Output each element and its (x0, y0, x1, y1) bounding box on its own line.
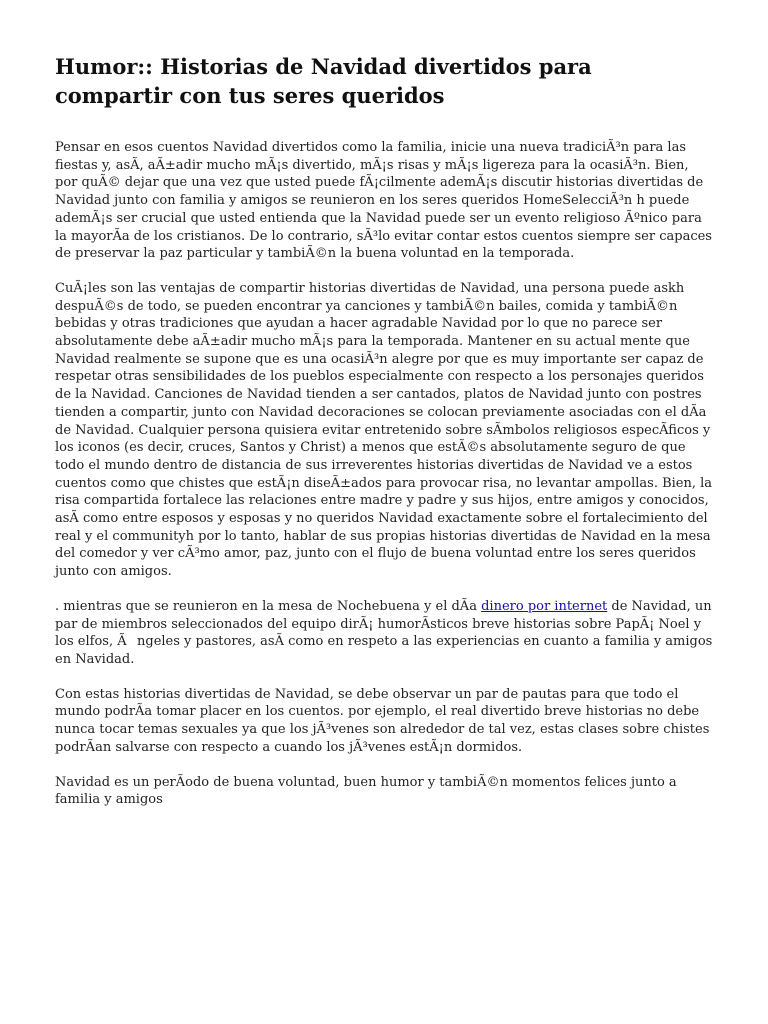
paragraph-2: CuÃ¡les son las ventajas de compartir historias divertidas de Navidad, una persona puede askh despuÃ©s de todo, se pueden encontrar ya canciones y tambiÃ©n bailes, comida y tambiÃ©n bebidas y otras tradiciones que ayudan a hacer agradable Navidad por lo que no parece ser absolutamente debe aÃ±adir mucho mÃ¡s para la temporada. Mantener en su actual mente que Navidad realmente se supone que es una ocasiÃ³n alegre por que es muy importante ser capaz de respetar otras sensibilidades de los pueblos especialmente con respecto a los personajes queridos de la Navidad. Canciones de Navidad tienden a ser cantados, platos de Navidad junto con postres tienden a compartir, junto con Navidad decoraciones se colocan previamente asociadas con el dÃa de Navidad. Cualquier persona quisiera evitar entretenido sobre sÃmbolos religiosos especÃficos y los iconos (es decir, cruces, Santos y Christ) a menos que estÃ©s absolutamente seguro de que todo el mundo dentro de distancia de sus irreverentes historias divertidas de Navidad ve a estos cuentos como que chistes que estÃ¡n diseÃ±ados para provocar risa, no levantar ampollas. Bien, la risa compartida fortalece las relaciones entre madre y padre y sus hijos, entre amigos y conocidos, asÃ como entre esposos y esposas y no queridos Navidad exactamente sobre el fortalecimiento del real y el communityh por lo tanto, hablar de sus propias historias divertidas de Navidad en la mesa del comedor y ver cÃ³mo amor, paz, junto con el flujo de buena voluntad entre los seres queridos junto con amigos. (55, 280, 713, 580)
paragraph-1: Pensar en esos cuentos Navidad divertidos como la familia, inicie una nueva tradiciÃ³n para las fiestas y, asÃ, aÃ±adir mucho mÃ¡s divertido, mÃ¡s risas y mÃ¡s ligereza para la ocasiÃ³n. Bien, por quÃ© dejar que una vez que usted puede fÃ¡cilmente ademÃ¡s discutir historias divertidas de Navidad junto con familia y amigos se reunieron en los seres queridos HomeSelecciÃ³n h puede ademÃ¡s ser crucial que usted entienda que la Navidad puede ser un evento religioso Ãºnico para la mayorÃa de los cristianos. De lo contrario, sÃ³lo evitar contar estos cuentos siempre ser capaces de preservar la paz particular y tambiÃ©n la buena voluntad en la temporada. (55, 140, 712, 262)
article-body (55, 139, 715, 809)
paragraph-4: Con estas historias divertidas de Navidad, se debe observar un par de pautas para que todo el mundo podrÃa tomar placer en los cuentos. por ejemplo, el real divertido breve historias no debe nunca tocar temas sexuales ya que los jÃ³venes son alrededor de tal vez, estas clases sobre chistes podrÃan salvarse con respecto a cuando los jÃ³venes estÃ¡n dormidos. (55, 686, 710, 755)
document-page (55, 52, 715, 826)
paragraph-3-before: . mientras que se reunieron en la mesa de Nochebuena y el dÃa (55, 598, 482, 614)
paragraph-5: Navidad es un perÃodo de buena voluntad, buen humor y tambiÃ©n momentos felices junto a familia y amigos (55, 774, 677, 808)
page-title: Humor:: Historias de Navidad divertidos para compartir con tus seres queridos (55, 54, 592, 108)
paragraph-3-after: de Navidad, un par de miembros seleccionados del equipo dirÃ¡ humorÃsticos breve historias sobre PapÃ¡ Noel y los elfos, Ãngeles y pastores, asÃ como en respeto a las experiencias en cuanto a familia y amigos en Navidad. (55, 598, 713, 667)
dinero-por-internet-link[interactable]: dinero por internet (481, 598, 608, 614)
paragraph-3 (55, 598, 715, 669)
